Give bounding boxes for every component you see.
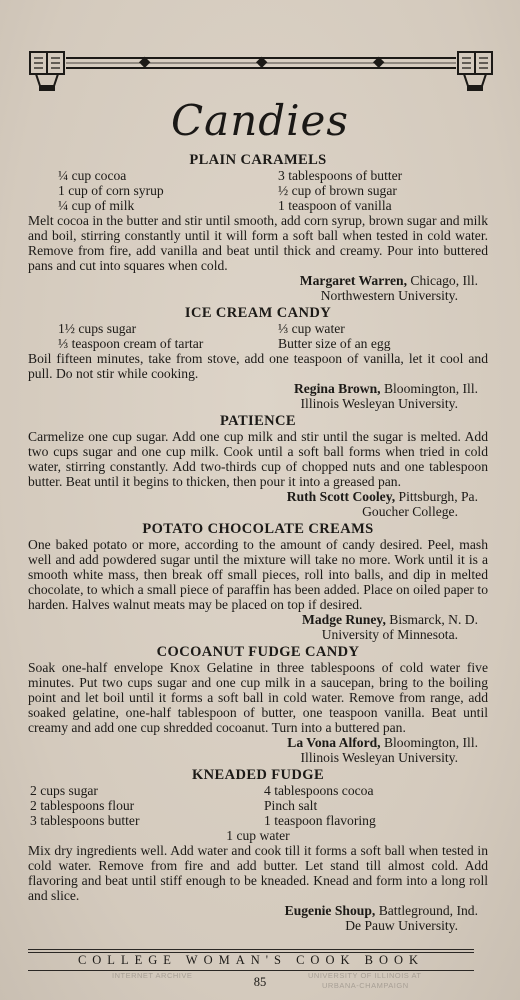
author-school: Northwestern University. [320,288,458,303]
left-book-ornament-icon [30,52,64,90]
recipe-method: One baked potato or more, according to the amount of candy desired. Peel, mash well and add powdered sugar until the mixture will take no more. Work until it is a smooth white mass, then break off small pieces, roll into balls, and dip in melted chocolate, to which a small piece of paraffin has been added. Place on oiled paper to harden. Halves walnut meats may be placed on top if desired. [28,537,488,612]
footer-rule-top [28,949,474,950]
recipe-ice-cream-candy [28,306,488,411]
ingredient: 3 tablespoons of butter [278,168,403,183]
recipe-title: COCOANUT FUDGE CANDY [156,644,360,660]
recipe-attribution [28,381,488,396]
author-name: Margaret Warren, [299,273,408,288]
author-school: Illinois Wesleyan University. [300,396,458,411]
recipe-method: Boil fifteen minutes, take from stove, add one teaspoon of vanilla, let it cool and pull. Do not stir while cooking. [28,351,488,381]
ingredient-list [28,321,488,351]
recipe-method: Soak one-half envelope Knox Gelatine in three tablespoons of cold water five minutes. Put two cups sugar and one cup milk in a saucepan, bring to the boiling point and let boil until it forms a soft ball in cold water. Remove from range, add soaked gelatine, one-half tablespoon of butter, one teaspoon vanilla. Beat until creamy and add one cup shredded cocoanut. Turn into a buttered pan. [28,660,488,735]
ingredient: 2 cups sugar [30,783,98,798]
ingredient: 1 teaspoon of vanilla [278,198,392,213]
ingredient: ¼ cup cocoa [58,168,127,183]
recipe-attribution [28,489,488,504]
watermark-right-line1: UNIVERSITY OF ILLINOIS AT [308,971,422,980]
author-location: Battleground, Ind. [378,903,478,918]
header-ornament [28,46,494,92]
ingredient: 4 tablespoons cocoa [264,783,374,798]
page-title: Candies [171,96,349,145]
author-name: La Vona Alford, [287,735,381,750]
author-name: Ruth Scott Cooley, [286,489,396,504]
ingredient-list [28,783,488,828]
right-book-ornament-icon [458,52,492,90]
recipe-patience [28,414,488,519]
recipes-column [28,150,488,933]
recipe-potato-chocolate-creams [28,522,488,642]
ingredient: ¼ cup of milk [58,198,135,213]
ingredient: 1 teaspoon flavoring [264,813,376,828]
ingredient-list [28,168,488,213]
recipe-attribution [28,735,488,750]
ingredient: Pinch salt [264,798,318,813]
recipe-attribution [28,612,488,627]
page-number: 85 [253,975,267,989]
recipe-title: KNEADED FUDGE [191,767,325,783]
author-school: University of Minnesota. [321,627,458,642]
author-school: De Pauw University. [345,918,458,933]
ingredient: ⅓ cup water [278,321,345,336]
author-location: Bismarck, N. D. [389,612,478,627]
recipe-method: Carmelize one cup sugar. Add one cup milk and stir until the sugar is melted. Add two cups sugar and one cup milk. Cook until a soft ball forms when tried in cold water, stirring constantly. Add two-thirds cup of chopped nuts and one tablespoon butter. Beat until it begins to thicken, then pour it into a greased pan. [28,429,488,489]
author-location: Pittsburgh, Pa. [398,489,478,504]
ingredient: Butter size of an egg [278,336,391,351]
author-name: Regina Brown, [293,381,381,396]
recipe-title: POTATO CHOCOLATE CREAMS [142,521,374,537]
book-title-footer: COLLEGE WOMAN'S COOK BOOK [77,953,425,967]
recipe-title: PATIENCE [220,413,296,429]
recipe-method: Melt cocoa in the butter and stir until smooth, add corn syrup, brown sugar and milk and boil, stirring constantly until it will form a soft ball when tested in cold water. Remove from fire, add vanilla and beat until thick and creamy. Pour into buttered pans and cut into squares when cold. [28,213,488,273]
watermark-right-line2: URBANA-CHAMPAIGN [322,981,409,990]
ingredient: ½ cup of brown sugar [278,183,397,198]
author-location: Chicago, Ill. [410,273,478,288]
author-location: Bloomington, Ill. [383,735,478,750]
recipe-kneaded-fudge [28,768,488,933]
recipe-method: Mix dry ingredients well. Add water and cook till it forms a soft ball when tested in cold water. Remove from fire and add butter. Let stand till almost cold. Add flavoring and beat until stiff enough to be kneaded. Knead and form into a long roll and slice. [28,843,488,903]
ingredient: 3 tablespoons butter [30,813,140,828]
author-name: Madge Runey, [302,612,386,627]
author-location: Bloomington, Ill. [383,381,478,396]
ingredient: 1½ cups sugar [58,321,137,336]
ingredient: ⅓ teaspoon cream of tartar [58,336,204,351]
recipe-cocoanut-fudge-candy [28,645,488,765]
recipe-attribution [28,903,488,918]
recipe-title: ICE CREAM CANDY [184,305,332,321]
author-school: Illinois Wesleyan University. [300,750,458,765]
recipe-attribution [28,273,488,288]
ingredient: 1 cup of corn syrup [58,183,164,198]
ingredient: 2 tablespoons flour [30,798,135,813]
author-name: Eugenie Shoup, [284,903,376,918]
author-school: Goucher College. [362,504,458,519]
recipe-title: PLAIN CARAMELS [189,152,327,168]
ingredient: 1 cup water [226,828,290,843]
watermark-left: INTERNET ARCHIVE [112,971,193,980]
recipe-plain-caramels [28,153,488,303]
